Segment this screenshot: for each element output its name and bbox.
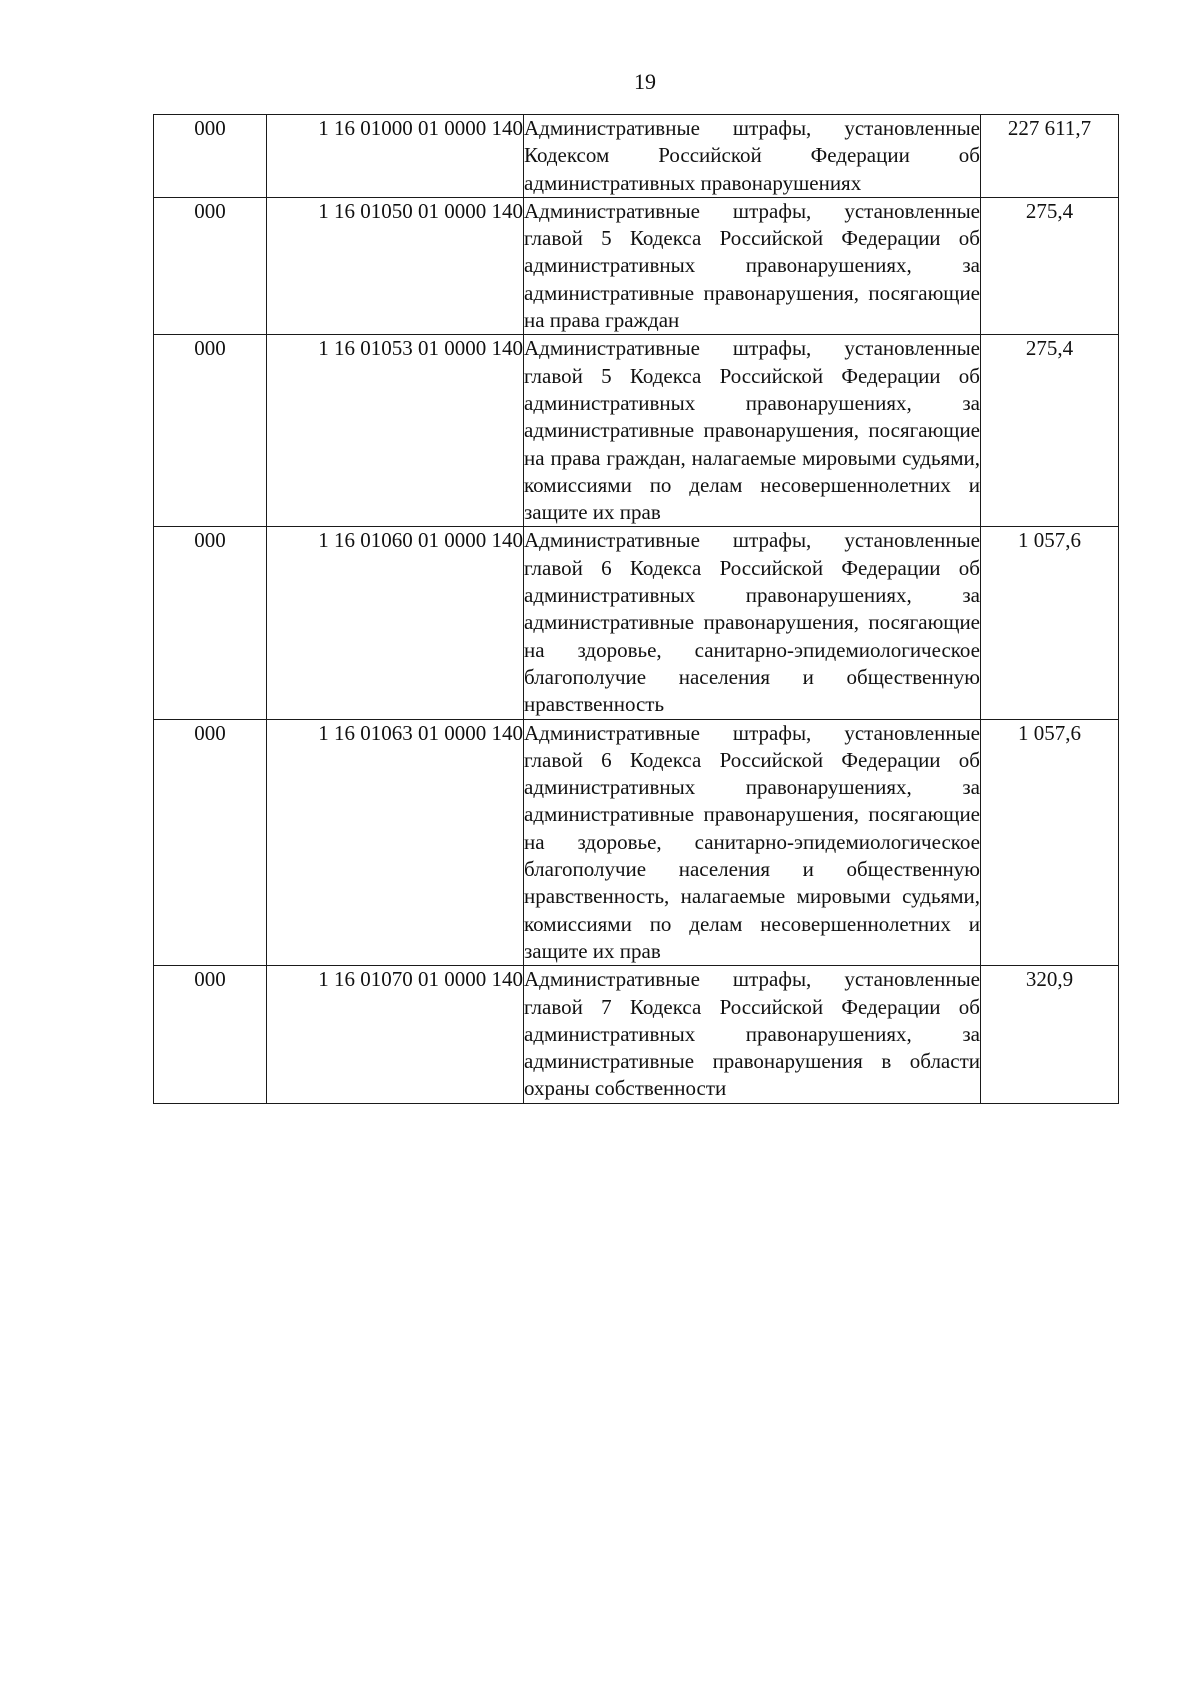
table-row [154, 527, 1119, 719]
description-cell: Административные штрафы, установленные главой 6 Кодекса Российской Федерации об административных правонарушениях, за административные правонарушения, посягающие на здоровье, санитарно-эпидемиологическое благополучие населения и общественную нравственность [524, 527, 981, 719]
amount-cell: 320,9 [981, 966, 1119, 1103]
table-row [154, 197, 1119, 334]
table-row [154, 966, 1119, 1103]
budget-classification-code-cell: 1 16 01000 01 0000 140 [267, 115, 524, 198]
description-cell: Административные штрафы, установленные Кодексом Российской Федерации об административных правонарушениях [524, 115, 981, 198]
table-row [154, 115, 1119, 198]
budget-revenue-table [153, 114, 1119, 1104]
admin-code-cell: 000 [154, 335, 267, 527]
page-number: 19 [634, 69, 656, 94]
admin-code-cell: 000 [154, 719, 267, 966]
admin-code-cell: 000 [154, 527, 267, 719]
admin-code-cell: 000 [154, 966, 267, 1103]
amount-cell: 275,4 [981, 335, 1119, 527]
amount-cell: 1 057,6 [981, 719, 1119, 966]
description-cell: Административные штрафы, установленные главой 6 Кодекса Российской Федерации об административных правонарушениях, за административные правонарушения, посягающие на здоровье, санитарно-эпидемиологическое благополучие населения и общественную нравственность, налагаемые мировыми судьями, комиссиями по делам несовершеннолетних и защите их прав [524, 719, 981, 966]
table-row [154, 335, 1119, 527]
budget-classification-code-cell: 1 16 01053 01 0000 140 [267, 335, 524, 527]
description-cell: Административные штрафы, установленные главой 7 Кодекса Российской Федерации об административных правонарушениях, за административные правонарушения в области охраны собственности [524, 966, 981, 1103]
amount-cell: 1 057,6 [981, 527, 1119, 719]
amount-cell: 227 611,7 [981, 115, 1119, 198]
budget-classification-code-cell: 1 16 01063 01 0000 140 [267, 719, 524, 966]
amount-cell: 275,4 [981, 197, 1119, 334]
budget-classification-code-cell: 1 16 01050 01 0000 140 [267, 197, 524, 334]
admin-code-cell: 000 [154, 115, 267, 198]
admin-code-cell: 000 [154, 197, 267, 334]
description-cell: Административные штрафы, установленные главой 5 Кодекса Российской Федерации об административных правонарушениях, за административные правонарушения, посягающие на права граждан, налагаемые мировыми судьями, комиссиями по делам несовершеннолетних и защите их прав [524, 335, 981, 527]
budget-classification-code-cell: 1 16 01060 01 0000 140 [267, 527, 524, 719]
description-cell: Административные штрафы, установленные главой 5 Кодекса Российской Федерации об административных правонарушениях, за административные правонарушения, посягающие на права граждан [524, 197, 981, 334]
table-row [154, 719, 1119, 966]
budget-classification-code-cell: 1 16 01070 01 0000 140 [267, 966, 524, 1103]
